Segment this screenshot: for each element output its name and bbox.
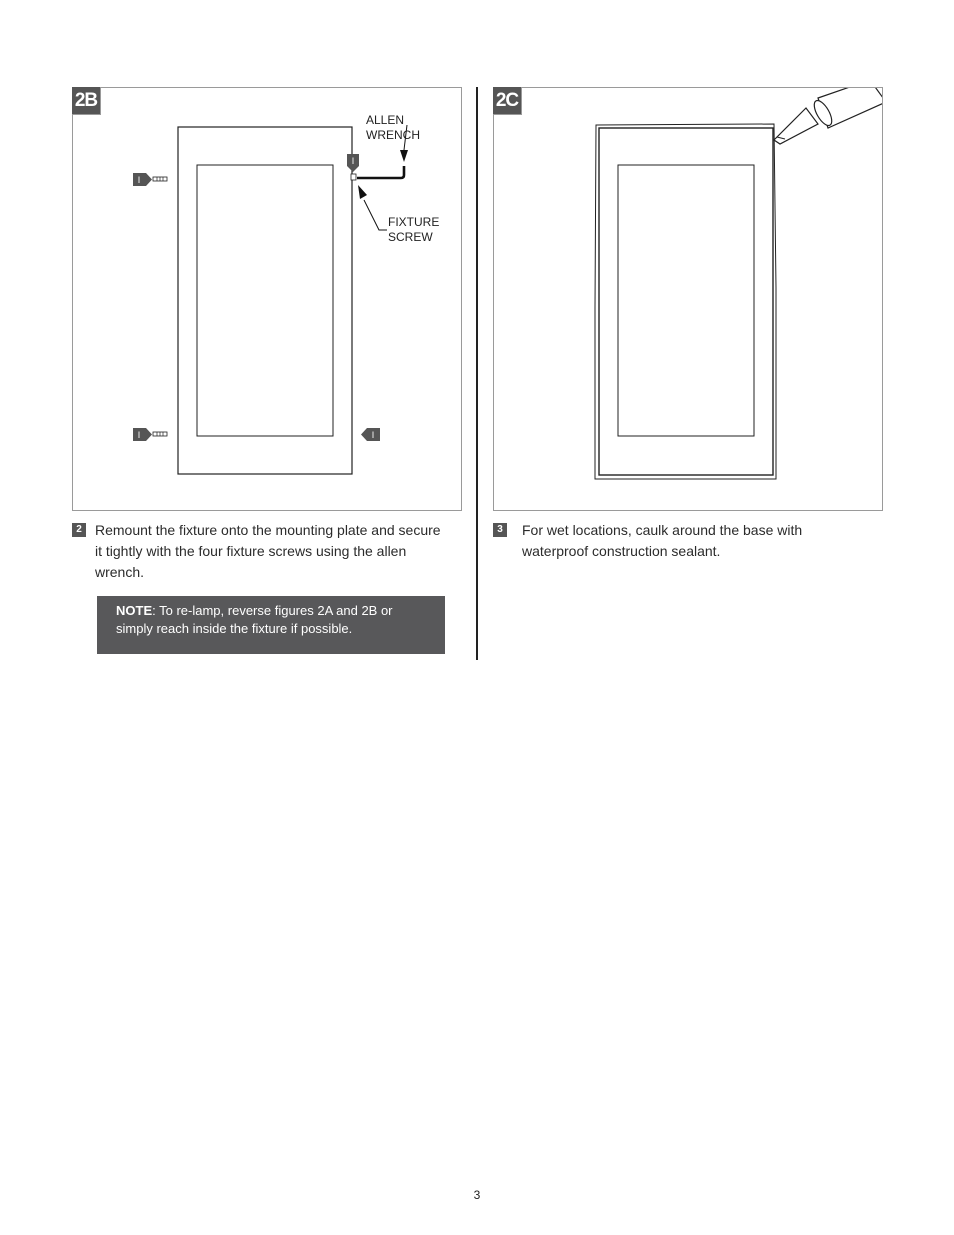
figure-2c [493, 87, 883, 511]
step-3 [493, 520, 873, 570]
figure-2b-tag: 2B [72, 87, 100, 114]
figure-2b [72, 87, 462, 511]
screw-marker-left-bottom [133, 428, 167, 441]
column-divider [476, 87, 478, 660]
fixture-lens [618, 165, 754, 436]
fixture-screw-diagram [73, 88, 461, 510]
fixture-outline [599, 128, 773, 475]
fixture-lens [197, 165, 333, 436]
allen-wrench-label: ALLEN WRENCH [366, 113, 420, 142]
screw-marker-left-top [133, 173, 167, 186]
note-text: To re-lamp, reverse figures 2A and 2B or simply reach inside the fixture if possible. [116, 603, 393, 636]
step-text: For wet locations, caulk around the base with waterproof construction sealant. [522, 522, 803, 559]
fixture-outline [178, 127, 352, 474]
screw-marker-right-bottom [361, 428, 380, 441]
svg-text:I: I [137, 430, 141, 440]
page-number: 3 [473, 1188, 481, 1202]
note-box [97, 596, 445, 654]
caulk-diagram [494, 88, 882, 510]
step-2 [72, 520, 452, 590]
step-number-badge: 3 [493, 523, 507, 537]
note-label: NOTE [116, 603, 153, 618]
caulk-bead [595, 124, 776, 479]
note-separator: : [152, 603, 160, 618]
svg-text:I: I [371, 430, 375, 440]
svg-text:I: I [351, 156, 355, 166]
fixture-screw-label: FIXTURE SCREW [388, 215, 440, 244]
allen-wrench-shape [357, 166, 404, 178]
svg-text:I: I [137, 175, 141, 185]
step-text: Remount the fixture onto the mounting plate and secure it tightly with the four fixture screws using the allen wrench. [95, 522, 441, 580]
screw-marker-right-top [347, 154, 359, 180]
step-number-badge: 2 [72, 523, 86, 537]
caulk-gun-icon [774, 88, 882, 144]
figure-2c-tag: 2C [493, 87, 521, 114]
